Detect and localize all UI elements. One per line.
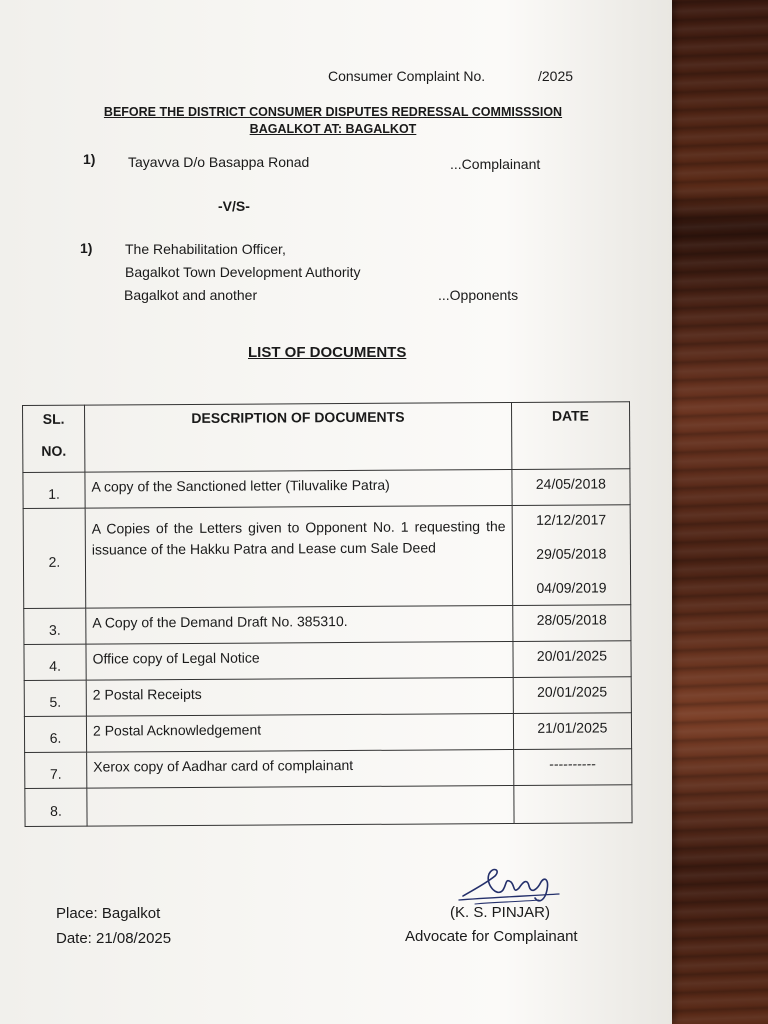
table-header-row bbox=[23, 402, 630, 473]
row-description: A copy of the Sanctioned letter (Tiluvalike Patra) bbox=[85, 470, 512, 509]
header-date: DATE bbox=[511, 402, 630, 470]
row-sl: 6. bbox=[24, 716, 86, 752]
list-title: LIST OF DOCUMENTS bbox=[248, 344, 407, 361]
signature-scribble bbox=[455, 860, 565, 910]
row-date: 21/01/2025 bbox=[513, 713, 631, 750]
table-row bbox=[23, 505, 631, 609]
row-sl: 2. bbox=[23, 508, 86, 608]
complainant-number: 1) bbox=[83, 151, 96, 167]
row-sl: 1. bbox=[23, 472, 85, 508]
court-heading bbox=[90, 104, 576, 138]
opponent-line1: The Rehabilitation Officer, bbox=[125, 241, 286, 257]
row-sl: 7. bbox=[25, 752, 87, 788]
advocate-name: (K. S. PINJAR) bbox=[450, 904, 551, 921]
court-heading-line1: BEFORE THE DISTRICT CONSUMER DISPUTES REDRESSAL COMMISSSION bbox=[103, 105, 563, 119]
table-row bbox=[24, 605, 631, 645]
table-row bbox=[24, 641, 631, 681]
row-sl: 4. bbox=[24, 644, 86, 680]
row-description: Xerox copy of Aadhar card of complainant bbox=[87, 750, 514, 789]
table-row bbox=[23, 469, 630, 509]
documents-table bbox=[22, 401, 633, 827]
row-date bbox=[514, 785, 632, 824]
opponent-line2: Bagalkot Town Development Authority bbox=[125, 264, 361, 280]
header-description: DESCRIPTION OF DOCUMENTS bbox=[85, 403, 512, 473]
opponent-number: 1) bbox=[80, 240, 93, 256]
row-date: ---------- bbox=[513, 749, 631, 786]
row-sl: 5. bbox=[24, 680, 86, 716]
wooden-table-background bbox=[658, 0, 768, 1024]
table-row bbox=[25, 785, 632, 827]
table-row bbox=[25, 749, 632, 789]
row-description: Office copy of Legal Notice bbox=[86, 642, 513, 681]
table-row bbox=[24, 713, 631, 753]
row-description bbox=[87, 786, 514, 827]
row-sl: 3. bbox=[24, 608, 86, 644]
row-description: 2 Postal Receipts bbox=[86, 678, 513, 717]
complainant-role: ...Complainant bbox=[450, 156, 541, 172]
row-date: 12/12/2017 29/05/2018 04/09/2019 bbox=[512, 505, 631, 606]
place-label: Place: Bagalkot bbox=[56, 905, 161, 922]
complaint-year: /2025 bbox=[538, 68, 574, 84]
advocate-role: Advocate for Complainant bbox=[405, 928, 578, 945]
row-description: A Copy of the Demand Draft No. 385310. bbox=[86, 606, 513, 645]
row-date: 20/01/2025 bbox=[513, 677, 631, 714]
row-date: 20/01/2025 bbox=[513, 641, 631, 678]
signing-date: Date: 21/08/2025 bbox=[56, 930, 172, 947]
opponent-role: ...Opponents bbox=[438, 287, 519, 303]
row-description: A Copies of the Letters given to Opponent No. 1 requesting the issuance of the Hakku Patra and Lease cum Sale Deed bbox=[85, 506, 512, 609]
table-row bbox=[24, 677, 631, 717]
court-heading-line2: BAGALKOT AT: BAGALKOT bbox=[249, 122, 417, 136]
opponent-line3: Bagalkot and another bbox=[124, 287, 258, 303]
row-date: 28/05/2018 bbox=[512, 605, 630, 642]
complaint-number-label: Consumer Complaint No. bbox=[328, 68, 486, 84]
row-description: 2 Postal Acknowledgement bbox=[86, 714, 513, 753]
row-sl: 8. bbox=[25, 788, 87, 826]
complainant-name: Tayavva D/o Basappa Ronad bbox=[128, 154, 310, 170]
versus-label: -V/S- bbox=[218, 198, 250, 214]
row-date: 24/05/2018 bbox=[512, 469, 630, 506]
header-sl-no: SL. NO. bbox=[23, 405, 85, 472]
